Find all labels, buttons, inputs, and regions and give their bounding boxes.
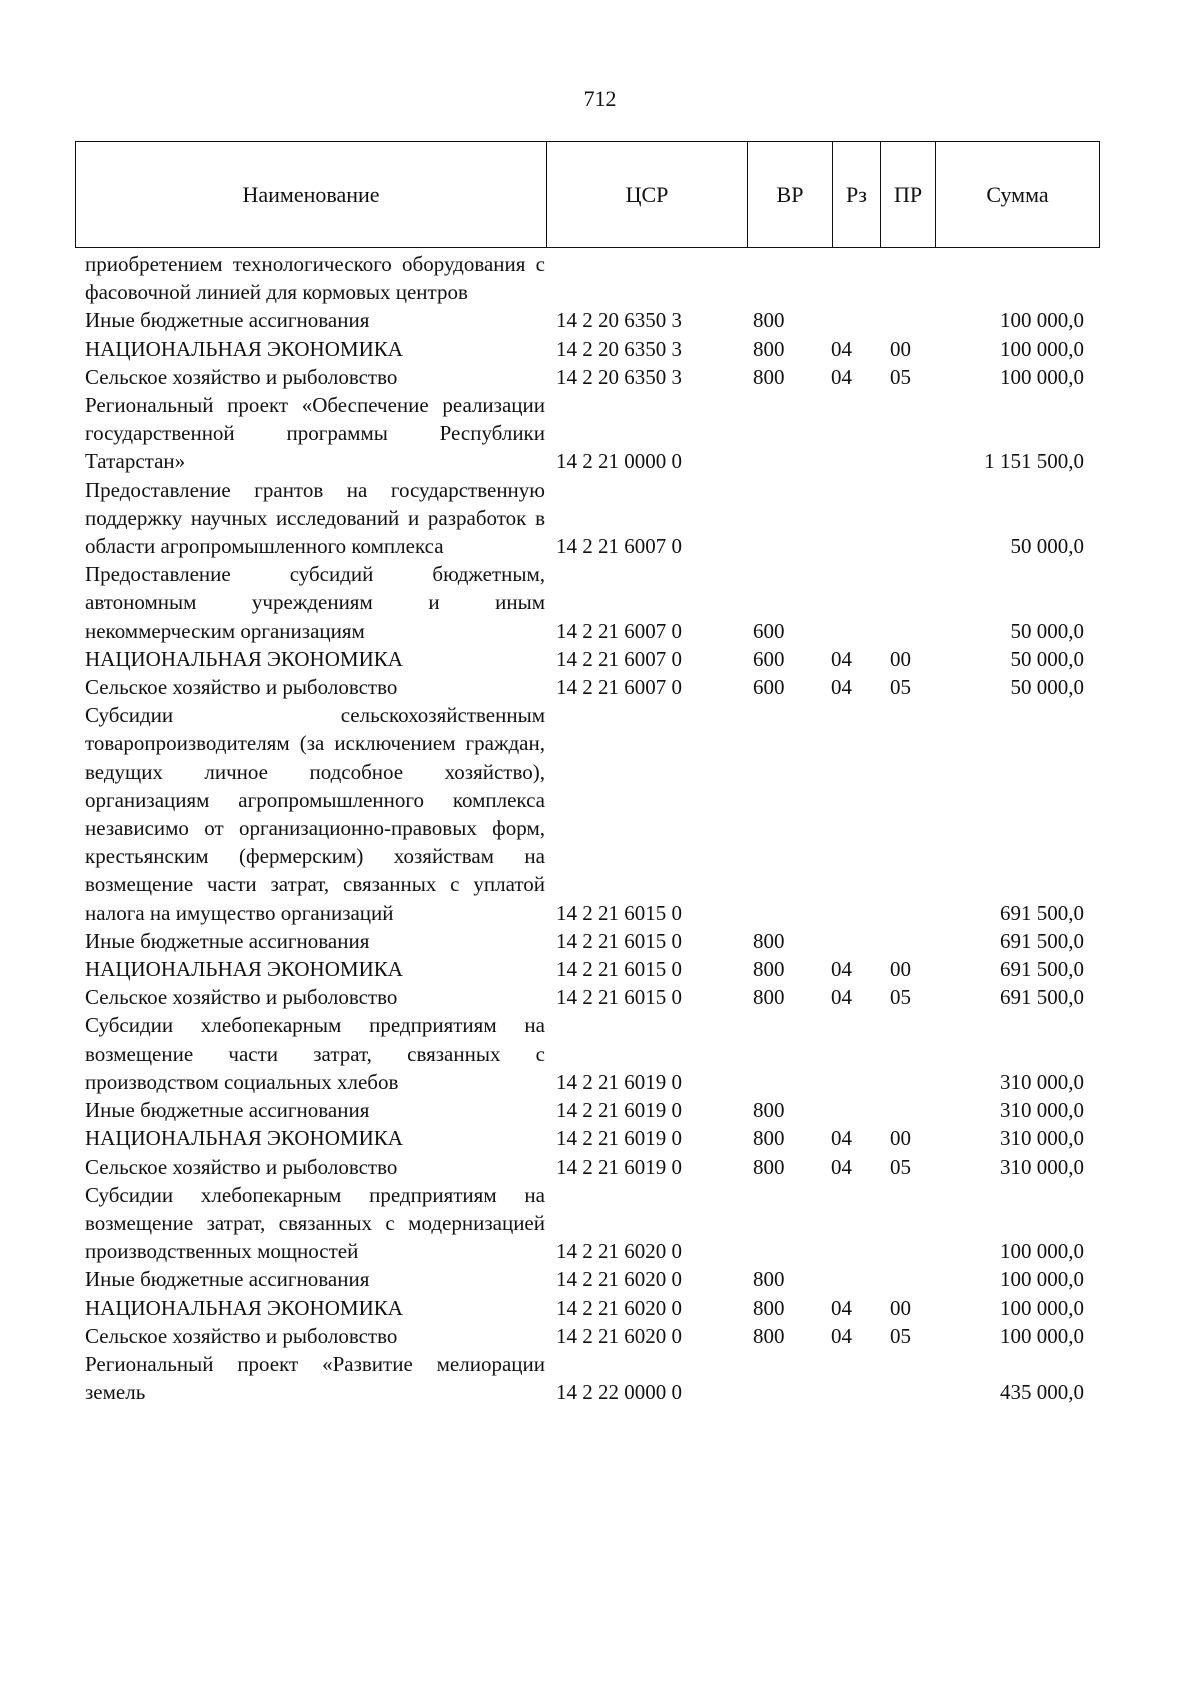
- header-csr: ЦСР: [546, 142, 747, 247]
- row-csr: 14 2 21 0000 0: [556, 449, 682, 474]
- row-csr: 14 2 20 6350 3: [556, 364, 682, 389]
- row-rz: 04: [831, 957, 852, 982]
- row-name: приобретением технологического оборудования с фасовочной линией для кормовых центров: [85, 252, 545, 305]
- row-sum: 100 000,0: [1000, 1323, 1084, 1348]
- row-name: Сельское хозяйство и рыболовство: [85, 1323, 398, 1348]
- row-vr: 600: [753, 646, 785, 671]
- row-sum: 310 000,0: [1000, 1154, 1084, 1179]
- row-pr: 00: [890, 957, 911, 982]
- row-sum: 100 000,0: [1000, 308, 1084, 333]
- header-pr: ПР: [880, 142, 935, 247]
- row-pr: 05: [890, 985, 911, 1010]
- row-pr: 05: [890, 1154, 911, 1179]
- row-vr: 800: [753, 1295, 785, 1320]
- row-pr: 00: [890, 1126, 911, 1151]
- table-row: [75, 645, 1098, 673]
- header-rz: Рз: [832, 142, 880, 247]
- row-csr: 14 2 21 6019 0: [556, 1154, 682, 1179]
- row-sum: 100 000,0: [1000, 1267, 1084, 1292]
- row-name: Субсидии хлебопекарным предприятиям на возмещение затрат, связанных с модернизацией производственных мощностей: [85, 1182, 545, 1264]
- row-name: НАЦИОНАЛЬНАЯ ЭКОНОМИКА: [85, 336, 403, 361]
- row-name: НАЦИОНАЛЬНАЯ ЭКОНОМИКА: [85, 1126, 403, 1151]
- row-name: Региональный проект «Обеспечение реализации государственной программы Республики Татарстан»: [85, 393, 545, 474]
- row-name: Сельское хозяйство и рыболовство: [85, 675, 398, 700]
- row-csr: 14 2 21 6019 0: [556, 1098, 682, 1123]
- table-row: [75, 335, 1098, 363]
- table-row: [75, 250, 1098, 306]
- row-name: Предоставление грантов на государственную поддержку научных исследований и разработок в области агропромышленного комплекса: [85, 477, 545, 559]
- row-pr: 05: [890, 675, 911, 700]
- row-csr: 14 2 21 6007 0: [556, 675, 682, 700]
- row-csr: 14 2 21 6015 0: [556, 928, 682, 953]
- row-csr: 14 2 22 0000 0: [556, 1380, 682, 1405]
- row-csr: 14 2 21 6020 0: [556, 1323, 682, 1348]
- row-name: НАЦИОНАЛЬНАЯ ЭКОНОМИКА: [85, 646, 403, 671]
- table-row: [75, 1322, 1098, 1350]
- row-pr: 00: [890, 646, 911, 671]
- row-vr: 600: [753, 675, 785, 700]
- row-sum: 100 000,0: [1000, 1239, 1084, 1264]
- table-row: [75, 306, 1098, 334]
- table-row: [75, 955, 1098, 983]
- table-header: [75, 141, 1100, 248]
- row-csr: 14 2 20 6350 3: [556, 308, 682, 333]
- row-csr: 14 2 21 6007 0: [556, 534, 682, 559]
- row-vr: 800: [753, 1323, 785, 1348]
- row-csr: 14 2 21 6019 0: [556, 1069, 682, 1094]
- table-row: [75, 1181, 1098, 1266]
- row-name: Субсидии хлебопекарным предприятиям на возмещение части затрат, связанных с производством социальных хлебов: [85, 1013, 545, 1094]
- row-rz: 04: [831, 985, 852, 1010]
- table-row: [75, 1265, 1098, 1293]
- row-csr: 14 2 21 6015 0: [556, 985, 682, 1010]
- row-pr: 05: [890, 364, 911, 389]
- row-csr: 14 2 21 6020 0: [556, 1239, 682, 1264]
- row-name: Иные бюджетные ассигнования: [85, 1098, 370, 1123]
- row-sum: 100 000,0: [1000, 364, 1084, 389]
- table-row: [75, 983, 1098, 1011]
- row-name: НАЦИОНАЛЬНАЯ ЭКОНОМИКА: [85, 957, 403, 982]
- row-vr: 800: [753, 308, 785, 333]
- table-row: [75, 1153, 1098, 1181]
- row-sum: 50 000,0: [1010, 618, 1084, 643]
- row-csr: 14 2 21 6020 0: [556, 1295, 682, 1320]
- row-vr: 600: [753, 618, 785, 643]
- row-vr: 800: [753, 364, 785, 389]
- table-row: [75, 673, 1098, 701]
- table-row: [75, 363, 1098, 391]
- row-pr: 00: [890, 1295, 911, 1320]
- header-name: Наименование: [242, 181, 380, 207]
- table-body: [75, 250, 1098, 1406]
- row-pr: 05: [890, 1323, 911, 1348]
- row-csr: 14 2 21 6015 0: [556, 957, 682, 982]
- row-sum: 310 000,0: [1000, 1069, 1084, 1094]
- row-vr: 800: [753, 336, 785, 361]
- row-name: НАЦИОНАЛЬНАЯ ЭКОНОМИКА: [85, 1295, 403, 1320]
- row-vr: 800: [753, 1267, 785, 1292]
- table-row: [75, 1096, 1098, 1124]
- row-rz: 04: [831, 1126, 852, 1151]
- row-sum: 1 151 500,0: [984, 449, 1084, 474]
- table-row: [75, 1294, 1098, 1322]
- row-csr: 14 2 21 6019 0: [556, 1126, 682, 1151]
- table-row: [75, 701, 1098, 927]
- row-sum: 50 000,0: [1010, 534, 1084, 559]
- row-csr: 14 2 21 6020 0: [556, 1267, 682, 1292]
- row-name: Сельское хозяйство и рыболовство: [85, 985, 398, 1010]
- table-row: [75, 927, 1098, 955]
- row-sum: 691 500,0: [1000, 900, 1084, 925]
- row-vr: 800: [753, 1098, 785, 1123]
- row-sum: 435 000,0: [1000, 1380, 1084, 1405]
- row-csr: 14 2 21 6007 0: [556, 618, 682, 643]
- row-name: Сельское хозяйство и рыболовство: [85, 364, 398, 389]
- row-sum: 50 000,0: [1010, 646, 1084, 671]
- row-sum: 100 000,0: [1000, 1295, 1084, 1320]
- page-number: 712: [583, 86, 617, 111]
- row-sum: 691 500,0: [1000, 957, 1084, 982]
- row-sum: 310 000,0: [1000, 1126, 1084, 1151]
- row-name: Сельское хозяйство и рыболовство: [85, 1154, 398, 1179]
- row-name: Региональный проект «Развитие мелиорации земель: [85, 1351, 545, 1405]
- row-pr: 00: [890, 336, 911, 361]
- row-sum: 691 500,0: [1000, 928, 1084, 953]
- row-vr: 800: [753, 957, 785, 982]
- row-rz: 04: [831, 675, 852, 700]
- header-sum: Сумма: [935, 142, 1099, 247]
- row-csr: 14 2 21 6007 0: [556, 646, 682, 671]
- row-rz: 04: [831, 1154, 852, 1179]
- row-sum: 310 000,0: [1000, 1098, 1084, 1123]
- table-row: [75, 1350, 1098, 1406]
- row-name: Иные бюджетные ассигнования: [85, 308, 370, 333]
- row-vr: 800: [753, 1154, 785, 1179]
- row-name: Субсидии сельскохозяйственным товаропроизводителям (за исключением граждан, ведущих личное подсобное хозяйство), организациям агропромышленного комплекса независимо от организационно-правовых форм, крестьянским (фермерским) хозяйствам на возмещение части затрат, связанных с уплатой налога на имущество организаций: [85, 703, 545, 925]
- row-csr: 14 2 21 6015 0: [556, 900, 682, 925]
- row-name: Иные бюджетные ассигнования: [85, 1267, 370, 1292]
- row-rz: 04: [831, 1295, 852, 1320]
- row-name: Предоставление субсидий бюджетным, автономным учреждениям и иным некоммерческим организациям: [85, 562, 545, 643]
- row-name: Иные бюджетные ассигнования: [85, 928, 370, 953]
- table-row: [75, 476, 1098, 561]
- row-sum: 691 500,0: [1000, 985, 1084, 1010]
- row-vr: 800: [753, 928, 785, 953]
- row-rz: 04: [831, 336, 852, 361]
- table-row: [75, 391, 1098, 476]
- row-rz: 04: [831, 1323, 852, 1348]
- header-vr: ВР: [747, 142, 832, 247]
- row-csr: 14 2 20 6350 3: [556, 336, 682, 361]
- table-row: [75, 560, 1098, 645]
- row-sum: 50 000,0: [1010, 675, 1084, 700]
- row-vr: 800: [753, 1126, 785, 1151]
- row-rz: 04: [831, 646, 852, 671]
- table-row: [75, 1011, 1098, 1096]
- table-row: [75, 1124, 1098, 1152]
- row-vr: 800: [753, 985, 785, 1010]
- row-rz: 04: [831, 364, 852, 389]
- row-sum: 100 000,0: [1000, 336, 1084, 361]
